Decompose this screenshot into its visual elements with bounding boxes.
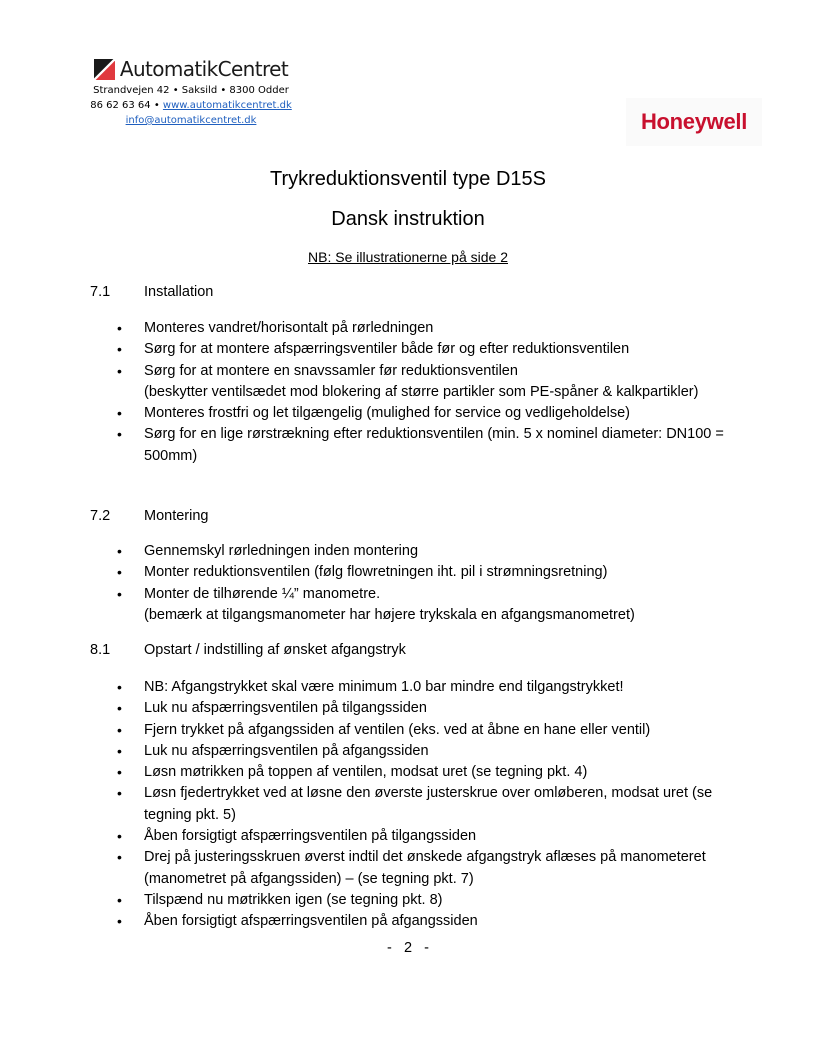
list-item: [117, 720, 727, 741]
list-item-text: Sørg for en lige rørstrækning efter reduktionsventilen (min. 5 x nominel diameter: DN100 = 500mm): [144, 426, 724, 464]
list-item: [117, 403, 727, 424]
company-brand: [76, 55, 306, 83]
section-title: Opstart / indstilling af ønsket afgangstryk: [144, 642, 406, 658]
honeywell-logo-text: Honeywell: [640, 109, 748, 134]
list-item-text: Monteres frostfri og let tilgængelig (mulighed for service og vedligeholdelse): [144, 405, 630, 422]
list-item-text: Monter reduktionsventilen (følg flowretningen iht. pil i strømningsretning): [144, 564, 608, 581]
document-title: Trykreduktionsventil type D15S: [269, 168, 547, 190]
list-item-continuation: (bemærk at tilgangsmanometer har højere trykskala en afgangsmanometret): [144, 606, 635, 623]
list-item: [117, 584, 727, 627]
opstart-list: [117, 677, 727, 933]
list-item: [117, 890, 727, 911]
list-item: [117, 783, 727, 826]
list-item-text: Tilspænd nu møtrikken igen (se tegning pkt. 8): [144, 891, 443, 908]
company-phone: 86 62 63 64: [90, 100, 151, 111]
list-item: [117, 741, 727, 762]
automatikcentret-logo-icon: [94, 59, 115, 80]
list-item: [117, 677, 727, 698]
list-item-text: Gennemskyl rørledningen inden montering: [144, 543, 419, 559]
email-link[interactable]: info@automatikcentret.dk: [125, 115, 257, 126]
list-item-continuation: (beskytter ventilsædet mod blokering af større partikler som PE-spåner & kalkpartikler): [144, 383, 699, 400]
list-item: [117, 847, 727, 890]
letterhead: [76, 55, 306, 128]
list-item-text: Drej på justeringsskruen øverst indtil det ønskede afgangstryk aflæses på manometeret (manometret på afgangssiden) – (se tegning pkt. 7): [144, 849, 706, 887]
list-item-text: Luk nu afspærringsventilen på afgangssiden: [144, 742, 429, 759]
list-item: [117, 361, 727, 404]
list-item-text: Åben forsigtigt afspærringsventilen på afgangssiden: [144, 913, 478, 930]
section-number: 7.1: [90, 284, 111, 300]
list-item-text: Sørg for at montere en snavssamler før reduktionsventilen: [144, 362, 518, 379]
section-number: 8.1: [90, 642, 111, 658]
company-name: AutomatikCentret: [119, 57, 289, 81]
list-item: [117, 318, 727, 339]
list-item-text: Åben forsigtigt afspærringsventilen på tilgangssiden: [144, 828, 477, 845]
email-line: [76, 113, 306, 128]
list-item: [117, 562, 727, 583]
section-title: Installation: [144, 284, 214, 300]
section-title: Montering: [144, 508, 209, 524]
honeywell-logo: [626, 98, 762, 146]
list-item: [117, 911, 727, 932]
list-item: [117, 762, 727, 783]
list-item-text: Luk nu afspærringsventilen på tilgangssiden: [144, 700, 427, 717]
installation-list: [117, 318, 727, 467]
list-item-text: Monter de tilhørende ¼” manometre.: [144, 585, 381, 602]
page-number: - 2 -: [387, 940, 429, 956]
list-item-text: Fjern trykket på afgangssiden af ventilen (eks. ved at åbne en hane eller ventil): [144, 721, 651, 738]
contact-line: [76, 98, 306, 113]
website-link[interactable]: www.automatikcentret.dk: [162, 100, 292, 111]
company-address: Strandvejen 42 • Saksild • 8300 Odder: [93, 85, 289, 96]
list-item-text: Monteres vandret/horisontalt på rørledningen: [144, 320, 434, 336]
document-subtitle: Dansk instruktion: [331, 208, 485, 230]
list-item: [117, 826, 727, 847]
montering-list: [117, 541, 727, 626]
illustration-note: NB: Se illustrationerne på side 2: [308, 249, 508, 265]
list-item: [117, 424, 727, 467]
separator: •: [150, 100, 163, 111]
list-item: [117, 698, 727, 719]
list-item-text: Løsn fjedertrykket ved at løsne den øverste justerskrue over omløberen, modsat uret (se tegning pkt. 5): [144, 785, 713, 823]
list-item-text: Løsn møtrikken på toppen af ventilen, modsat uret (se tegning pkt. 4): [144, 764, 588, 781]
section-number: 7.2: [90, 508, 111, 524]
list-item: [117, 541, 727, 562]
list-item: [117, 339, 727, 360]
list-item-text: Sørg for at montere afspærringsventiler både før og efter reduktionsventilen: [144, 341, 630, 358]
list-item-text: NB: Afgangstrykket skal være minimum 1.0 bar mindre end tilgangstrykket!: [144, 679, 624, 695]
